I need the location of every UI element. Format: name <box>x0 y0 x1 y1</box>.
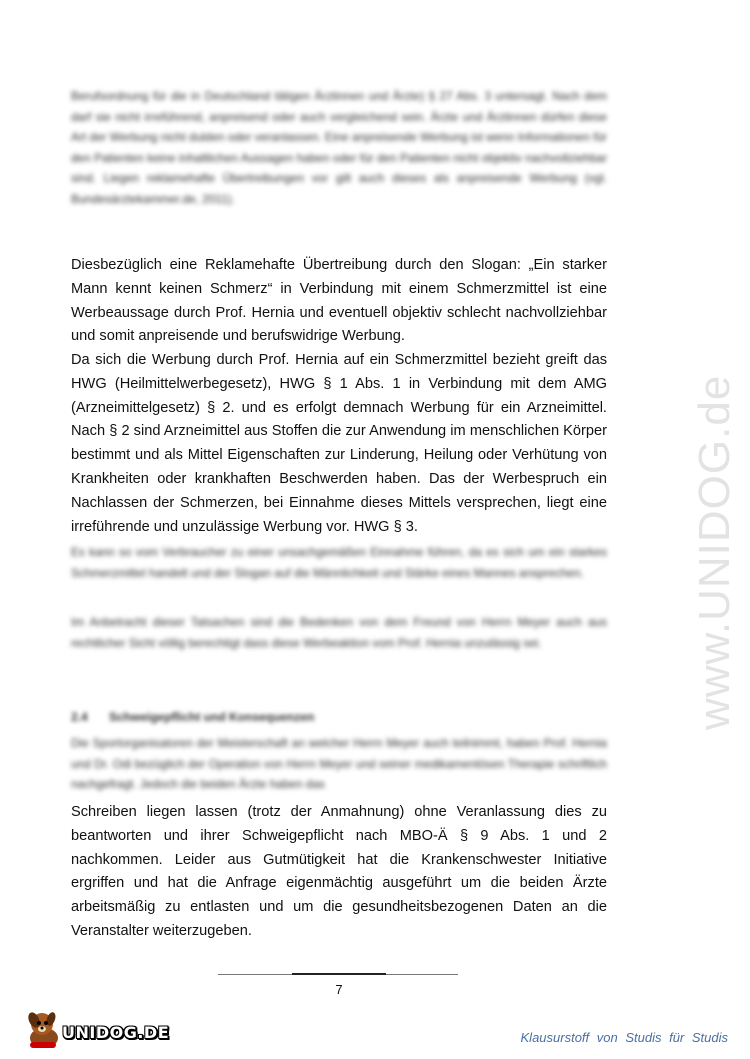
unidog-logo <box>24 1008 170 1050</box>
section-heading <box>71 710 314 724</box>
paragraph-slogan: Diesbezüglich eine Reklamehafte Übertreibung durch den Slogan: „Ein starker Mann kennt keinen Schmerz“ in Verbindung mit einem Schmerzmittel ist eine Werbeaussage durch Prof. Hernia und eventuell objektiv schlecht nachvollziehbar und somit anpreisende und berufswidrige Werbung. <box>71 257 607 345</box>
blurred-paragraph-bottom: Die Sportorganisatoren der Meisterschaft an welcher Herrn Meyer auch teilnimmt, haben Prof. Hernia und Dr. Odi bezüglich der Operation von Herrn Meyer und seiner medikamentösen Therapie schriftlich nachgefragt. Jedoch die beiden Ärzte haben das <box>71 736 607 791</box>
section-title: Schweigepflicht und Konsequenzen <box>109 710 315 724</box>
section-number: 2.4 <box>71 710 88 724</box>
watermark: www.UNIDOG.de <box>690 374 739 730</box>
blurred-paragraph-top: Berufsordnung für die in Deutschland tätigen Ärztinnen und Ärzte) § 27 Abs. 3 untersagt. Nach dem darf sie nicht irreführend, anpreisend oder auch vergleichend sein. Ärzte und Ärztinnen dürfen diese Art der Werbung nicht dulden oder veranlassen. Eine anpreisende Werbung ist wenn Informationen für den Patienten keine inhaltlichen Aussagen haben oder für den Patienten nicht objektiv nachvollziehbar sind. Liegen reklamehafte Übertreibungen vor gilt auch dieses als anpreisende Werbung (vgl. Bundesärztekammer.de, 2011). <box>71 89 607 206</box>
footer-rule-accent <box>292 973 386 975</box>
page-number: 7 <box>335 982 343 997</box>
logo-text: UNIDOG.DE <box>62 1023 170 1042</box>
paragraph-schweigepflicht: Schreiben liegen lassen (trotz der Anmahnung) ohne Veranlassung dies zu beantworten und ihrer Schweigepflicht nach MBO-Ä § 9 Abs. 1 und 2 nachkommen. Leider aus Gutmütigkeit hat die Krankenschwester Initiative ergriffen und hat die Anfrage eigenmächtig ausgeführt um die beiden Ärzte arbeitsmäßig zu entlasten und um die gesundheitsbezogenen Daten an die Veranstalter weiterzugeben. <box>71 804 607 939</box>
footer-tagline: Klausurstoff von Studis für Studis <box>520 1030 728 1045</box>
paragraph-hwg: Da sich die Werbung durch Prof. Hernia auf ein Schmerzmittel bezieht greift das HWG (Heilmittelwerbegesetz), HWG § 1 Abs. 1 in Verbindung mit dem AMG (Arzneimittelgesetz) § 2. und es erfolgt demnach Werbung für ein Arzneimittel. Nach § 2 sind Arzneimittel aus Stoffen die zur Anwendung im menschlichen Körper bestimmt und als Mittel Eigenschaften zur Linderung, Heilung oder Verhütung von Krankheiten oder krankhaften Beschwerden haben. Das der Werbespruch ein Nachlassen der Schmerzen, bei Einnahme dieses Mittels versprechen, liegt eine irreführende und unzulässige Werbung vor. HWG § 3. <box>71 352 607 535</box>
blurred-paragraph-mid-1: Es kann so vom Verbraucher zu einer unsachgemäßen Einnahme führen, da es sich um ein starkes Schmerzmittel handelt und der Slogan auf die Männlichkeit und Stärke eines Mannes ansprechen. <box>71 545 607 580</box>
blurred-paragraph-mid-2: Im Anbetracht dieser Tatsachen sind die Bedenken von dem Freund von Herrn Meyer auch aus rechtlicher Sicht völlig berechtigt dass diese Werbeaktion vom Prof. Hernia unzulässig sei. <box>71 615 607 650</box>
